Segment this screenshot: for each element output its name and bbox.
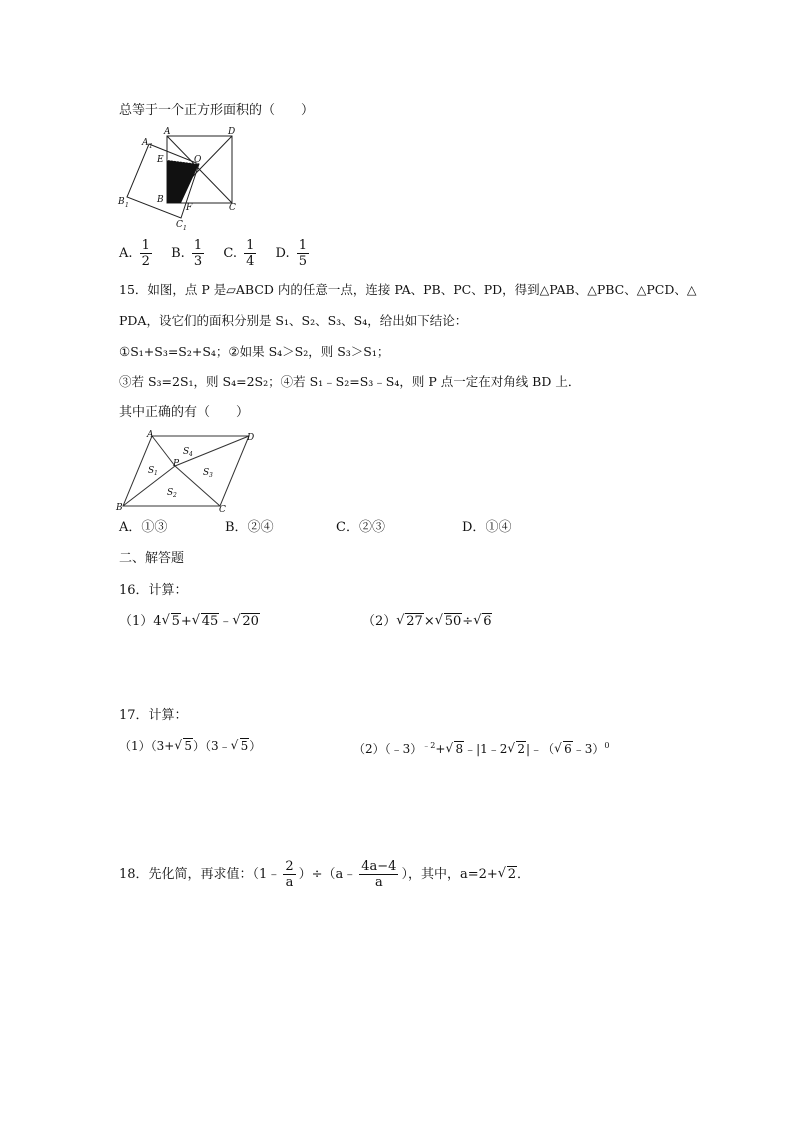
sqrt: √ 2: [498, 858, 517, 892]
label-S2: S: [167, 488, 174, 498]
q15-ask: 其中正确的有（ ）: [119, 405, 250, 420]
label-S1: S: [148, 466, 155, 476]
q15-option-b[interactable]: B．②④: [225, 520, 274, 535]
q18-expression: 18．先化简，再求值：（1﹣ $\frac{2}{a}$ ）÷（a﹣ $\frac{4a-4}{a}$ ），其中，a=2+√ 2．: [119, 858, 530, 892]
fraction: $\frac{1}{5}$: [298, 238, 308, 269]
q16-part2: （2）√ 27×√ 50÷√ 6: [362, 613, 492, 631]
q15-option-c[interactable]: C．②③: [336, 520, 385, 535]
sqrt: √ 5: [162, 613, 181, 631]
label-C1-sub: 1: [183, 225, 187, 232]
label-B: B: [116, 503, 123, 513]
label-B1: B: [118, 197, 125, 207]
q14-stem: 总等于一个正方形面积的（ ）: [119, 103, 315, 118]
label-A: A: [147, 430, 154, 440]
label-O: O: [194, 155, 202, 165]
label-A1-sub: 1: [149, 143, 153, 150]
q17-part2: （2）（﹣3）$^{﹣2}$+√ 8﹣|1﹣2√ 2|﹣（√ 6﹣3）$^0$: [353, 737, 609, 758]
q15-figure: [115, 426, 265, 514]
sqrt: √ 5: [174, 737, 193, 755]
sqrt: √ 8: [445, 740, 464, 758]
fraction: $\frac{1}{3}$: [193, 238, 203, 269]
label-P: P: [173, 459, 180, 469]
label-D: D: [228, 127, 236, 137]
sqrt: √ 6: [554, 740, 573, 758]
q15-line3: ①S₁+S₃=S₂+S₄；②如果 S₄＞S₂，则 S₃＞S₁；: [119, 344, 390, 359]
section-heading: 二、解答题: [119, 551, 185, 566]
sqrt: √ 5: [231, 737, 250, 755]
fraction: $\frac{1}{2}$: [141, 238, 150, 269]
label-A1: A: [142, 138, 149, 148]
label-B1-sub: 1: [125, 202, 129, 209]
label-B: B: [157, 195, 164, 205]
label-D: D: [247, 433, 255, 443]
sqrt: √ 45: [192, 613, 220, 631]
q14-option-b[interactable]: B. $\frac{1}{3}$: [171, 238, 203, 269]
label-S1-sub: 1: [154, 470, 158, 477]
q15-line2: PDA，设它们的面积分别是 S₁、S₂、S₃、S₄，给出如下结论：: [119, 313, 468, 328]
sqrt: √ 6: [473, 613, 492, 631]
label-S2-sub: 2: [173, 492, 177, 499]
label-C: C: [219, 505, 226, 514]
q14-option-c[interactable]: C. $\frac{1}{4}$: [223, 238, 255, 269]
label-S3-sub: 3: [209, 472, 213, 479]
label-C1: C: [176, 220, 183, 230]
q15-option-a[interactable]: A．①③: [119, 520, 168, 535]
q15-option-d[interactable]: D．①④: [462, 520, 512, 535]
q14-options: [119, 238, 312, 269]
q16-part1: （1）4√ 5+√ 45﹣√ 20: [119, 613, 260, 631]
label-E: E: [157, 155, 164, 165]
q15-options: [119, 519, 512, 537]
q14-figure: [115, 126, 245, 232]
fraction: $\frac{4a-4}{a}$: [361, 859, 397, 890]
sqrt: √ 2: [507, 740, 526, 758]
q14-option-a[interactable]: A. $\frac{1}{2}$: [119, 238, 150, 269]
q16-title: 16．计算：: [119, 583, 188, 598]
sqrt: √ 27: [396, 613, 424, 631]
fraction: $\frac{1}{4}$: [246, 238, 255, 269]
q17-title: 17．计算：: [119, 708, 188, 723]
label-S4-sub: 4: [189, 451, 193, 458]
sqrt: √ 50: [435, 613, 463, 631]
q17-part1: （1）（3+√ 5）（3﹣√ 5）: [119, 737, 261, 755]
sqrt: √ 20: [232, 613, 260, 631]
label-F: F: [186, 203, 193, 213]
label-A: A: [164, 127, 171, 137]
label-S4: S: [183, 447, 190, 457]
label-S3: S: [203, 468, 210, 478]
label-C: C: [229, 203, 236, 213]
q15-line1: 15．如图，点 P 是▱ABCD 内的任意一点，连接 PA、PB、PC、PD，得到△PAB、△PBC、△PCD、△: [119, 282, 697, 297]
q14-option-d[interactable]: D. $\frac{1}{5}$: [275, 238, 308, 269]
q15-line4: ③若 S₃=2S₁，则 S₄=2S₂；④若 S₁﹣S₂=S₃﹣S₄，则 P 点一定在对角线 BD 上．: [119, 374, 581, 389]
fraction: $\frac{2}{a}$: [285, 859, 294, 890]
